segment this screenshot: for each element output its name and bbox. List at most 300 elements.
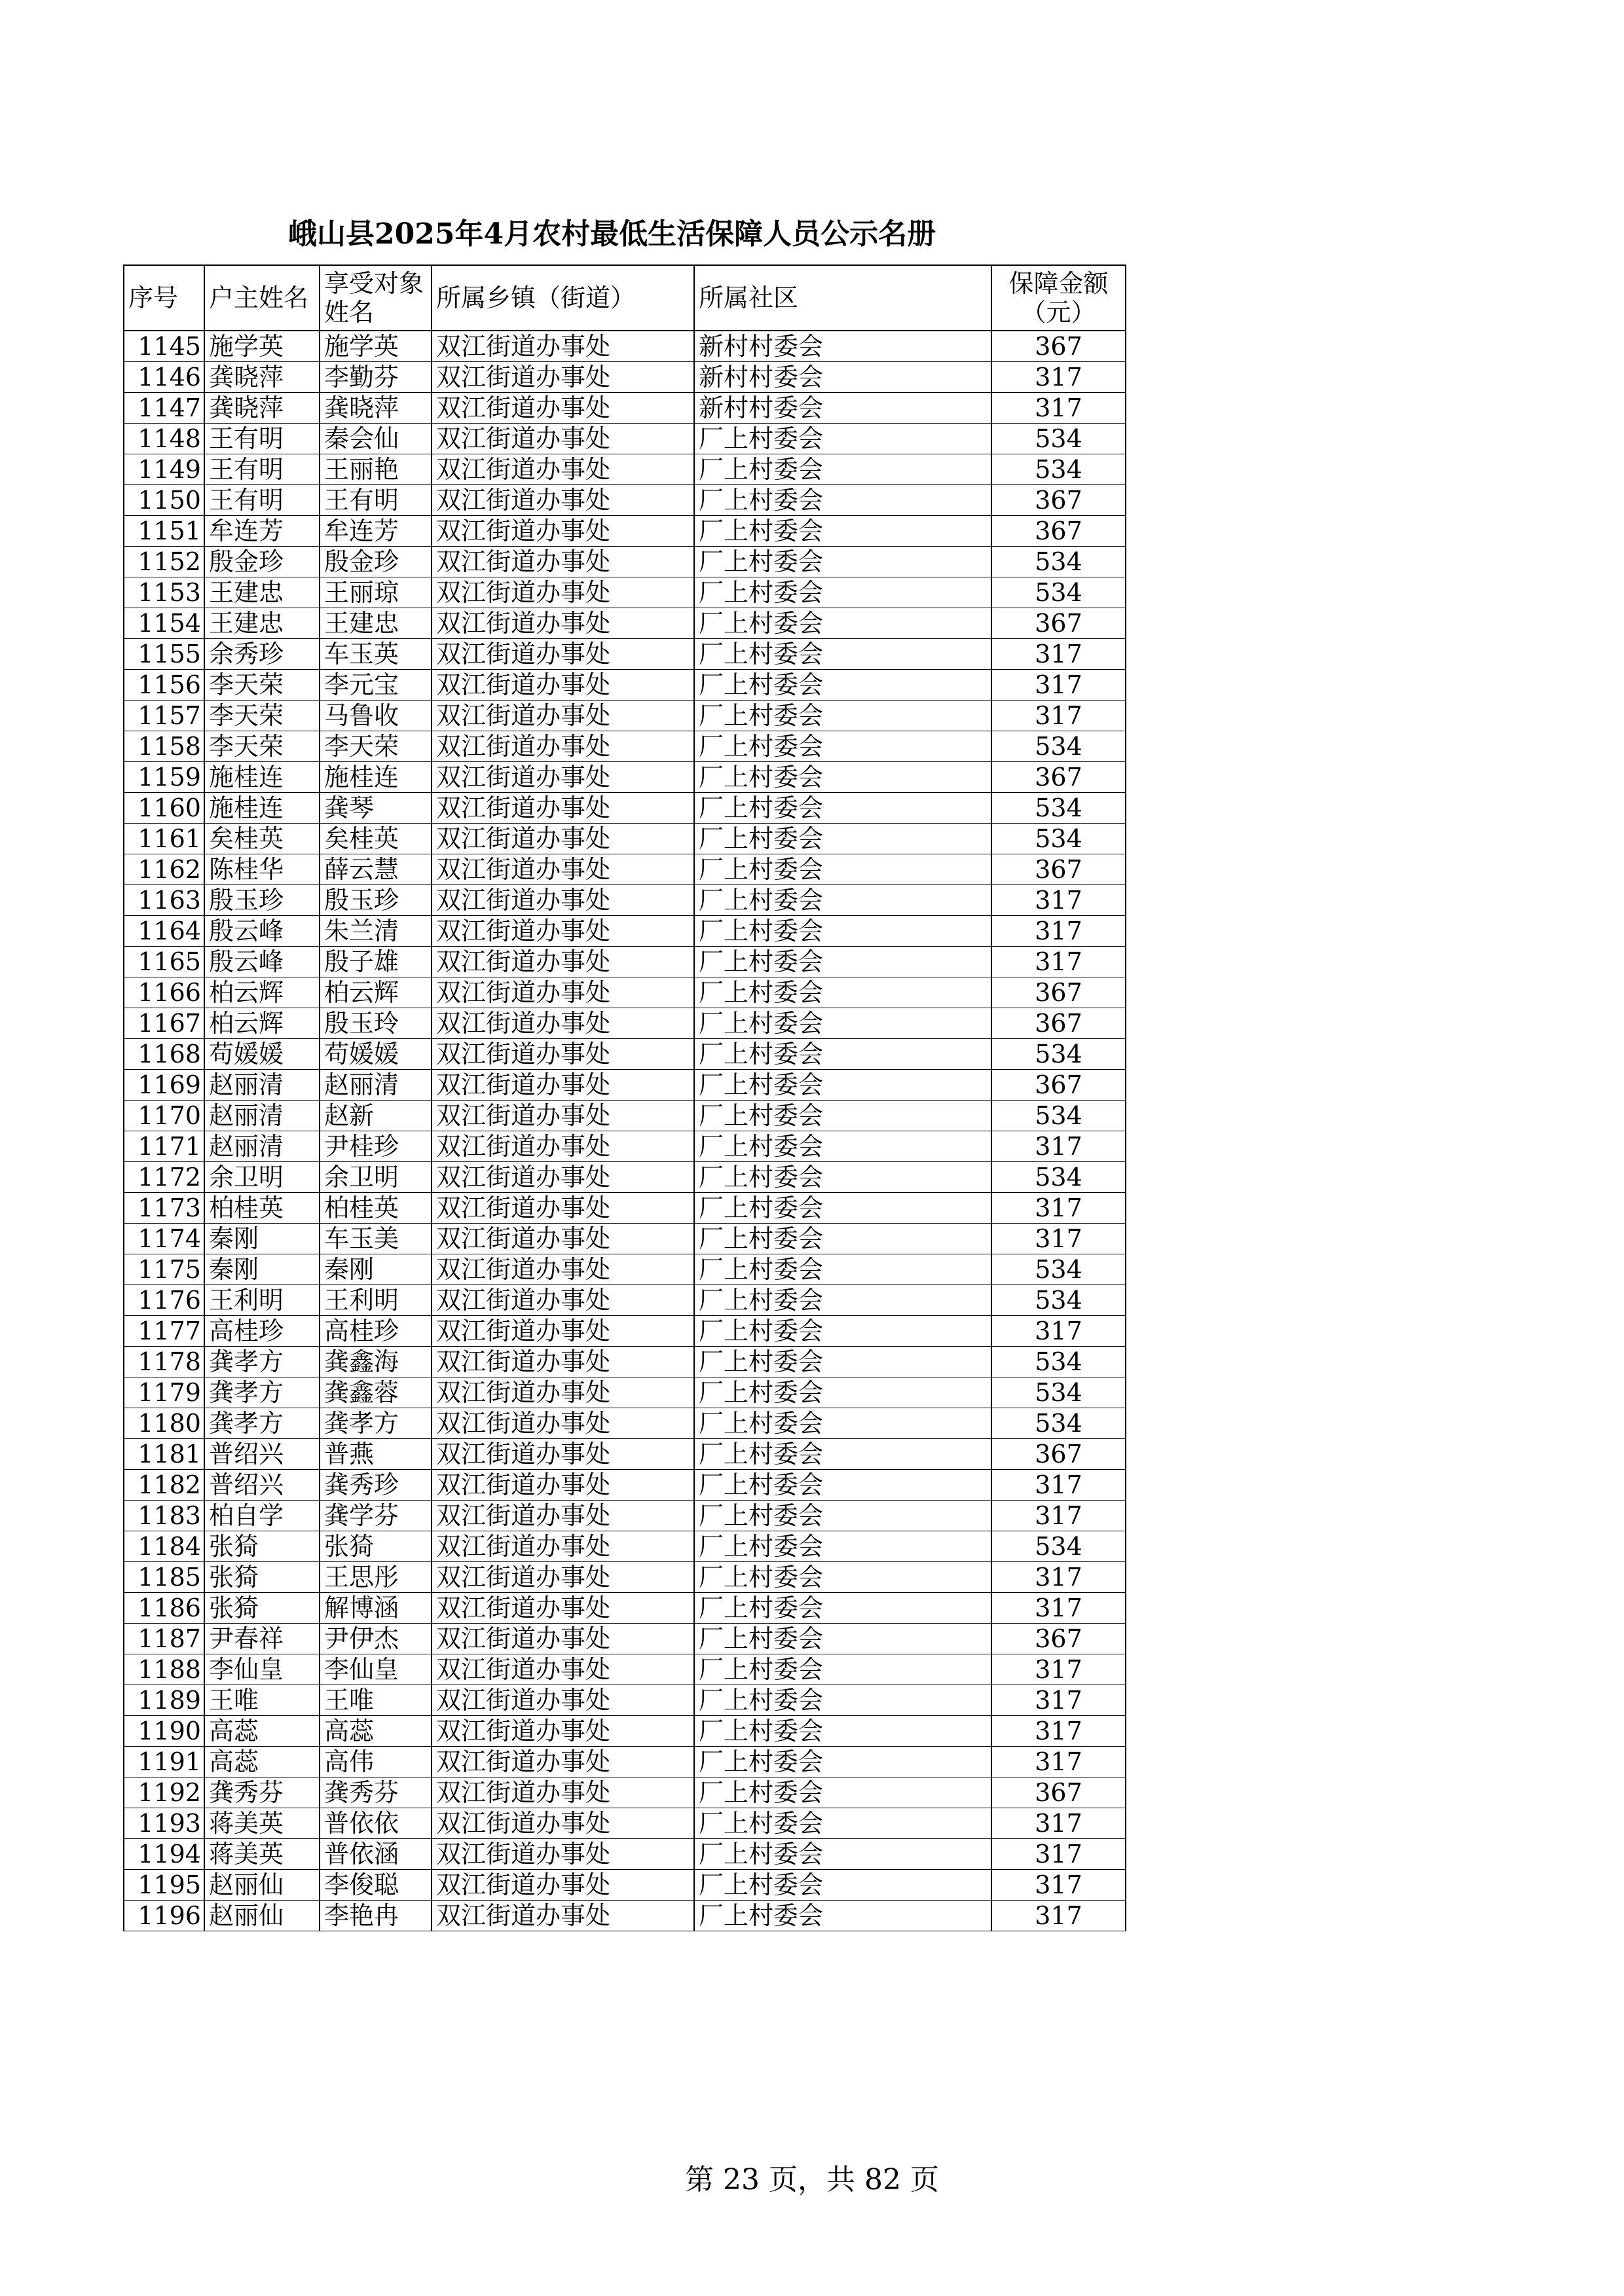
head-name-cell: 高蕊 [204, 1716, 320, 1747]
town-cell: 双江街道办事处 [432, 1408, 694, 1439]
beneficiary-name-cell: 龚学芬 [320, 1501, 432, 1531]
head-name-cell: 龚秀芬 [204, 1777, 320, 1808]
town-cell: 双江街道办事处 [432, 1008, 694, 1039]
head-name-cell: 张猗 [204, 1562, 320, 1593]
table-row [124, 1839, 1126, 1870]
town-cell: 双江街道办事处 [432, 1039, 694, 1070]
town-cell: 双江街道办事处 [432, 1593, 694, 1624]
head-name-cell: 尹春祥 [204, 1624, 320, 1654]
table-row [124, 1254, 1126, 1285]
beneficiary-name-cell: 王建忠 [320, 608, 432, 639]
amount-cell: 534 [991, 1347, 1126, 1377]
community-cell: 厂上村委会 [694, 977, 991, 1008]
table-row [124, 670, 1126, 701]
head-name-cell: 王利明 [204, 1285, 320, 1316]
community-cell: 厂上村委会 [694, 1470, 991, 1501]
seq-cell: 1169 [124, 1070, 204, 1101]
community-cell: 厂上村委会 [694, 1808, 991, 1839]
community-cell: 新村村委会 [694, 331, 991, 362]
community-cell: 厂上村委会 [694, 670, 991, 701]
head-name-cell: 张猗 [204, 1531, 320, 1562]
head-name-cell: 矣桂英 [204, 824, 320, 854]
head-name-cell: 余卫明 [204, 1162, 320, 1193]
amount-cell: 317 [991, 362, 1126, 393]
seq-cell: 1166 [124, 977, 204, 1008]
head-name-cell: 龚晓萍 [204, 393, 320, 424]
header-beneficiary-name: 享受对象姓名 [320, 265, 432, 331]
seq-cell: 1179 [124, 1377, 204, 1408]
community-cell: 厂上村委会 [694, 793, 991, 824]
seq-cell: 1161 [124, 824, 204, 854]
beneficiary-name-cell: 尹桂珍 [320, 1131, 432, 1162]
amount-cell: 317 [991, 701, 1126, 731]
table-row [124, 424, 1126, 454]
head-name-cell: 牟连芳 [204, 516, 320, 547]
beneficiary-name-cell: 龚晓萍 [320, 393, 432, 424]
amount-cell: 317 [991, 393, 1126, 424]
town-cell: 双江街道办事处 [432, 1316, 694, 1347]
amount-cell: 317 [991, 1716, 1126, 1747]
town-cell: 双江街道办事处 [432, 1839, 694, 1870]
amount-cell: 317 [991, 639, 1126, 670]
head-name-cell: 殷云峰 [204, 947, 320, 977]
community-cell: 厂上村委会 [694, 608, 991, 639]
table-row [124, 1531, 1126, 1562]
page-footer: 第 23 页，共 82 页 [685, 2163, 939, 2196]
head-name-cell: 施桂连 [204, 762, 320, 793]
community-cell: 厂上村委会 [694, 516, 991, 547]
seq-cell: 1153 [124, 577, 204, 608]
beneficiary-name-cell: 李艳冉 [320, 1901, 432, 1931]
community-cell: 厂上村委会 [694, 1870, 991, 1901]
beneficiary-name-cell: 牟连芳 [320, 516, 432, 547]
table-row [124, 762, 1126, 793]
table-row [124, 1039, 1126, 1070]
table-row [124, 854, 1126, 885]
beneficiary-name-cell: 龚琴 [320, 793, 432, 824]
beneficiary-name-cell: 苟媛媛 [320, 1039, 432, 1070]
seq-cell: 1182 [124, 1470, 204, 1501]
seq-cell: 1174 [124, 1224, 204, 1254]
town-cell: 双江街道办事处 [432, 731, 694, 762]
table-row [124, 1808, 1126, 1839]
head-name-cell: 殷云峰 [204, 916, 320, 947]
head-name-cell: 李仙皇 [204, 1654, 320, 1685]
head-name-cell: 张猗 [204, 1593, 320, 1624]
community-cell: 厂上村委会 [694, 639, 991, 670]
seq-cell: 1190 [124, 1716, 204, 1747]
amount-cell: 317 [991, 1839, 1126, 1870]
page-title: 峨山县2025年4月农村最低生活保障人员公示名册 [288, 217, 936, 251]
beneficiary-name-cell: 马鲁收 [320, 701, 432, 731]
seq-cell: 1158 [124, 731, 204, 762]
town-cell: 双江街道办事处 [432, 1777, 694, 1808]
community-cell: 厂上村委会 [694, 1347, 991, 1377]
seq-cell: 1148 [124, 424, 204, 454]
amount-cell: 317 [991, 1747, 1126, 1777]
town-cell: 双江街道办事处 [432, 1654, 694, 1685]
beneficiary-name-cell: 张猗 [320, 1531, 432, 1562]
head-name-cell: 殷金珍 [204, 547, 320, 577]
community-cell: 厂上村委会 [694, 1408, 991, 1439]
table-row [124, 1901, 1126, 1931]
table-row [124, 1008, 1126, 1039]
beneficiary-name-cell: 余卫明 [320, 1162, 432, 1193]
seq-cell: 1145 [124, 331, 204, 362]
beneficiary-name-cell: 施桂连 [320, 762, 432, 793]
seq-cell: 1168 [124, 1039, 204, 1070]
head-name-cell: 龚孝方 [204, 1377, 320, 1408]
town-cell: 双江街道办事处 [432, 854, 694, 885]
town-cell: 双江街道办事处 [432, 1193, 694, 1224]
beneficiary-name-cell: 矣桂英 [320, 824, 432, 854]
table-header [124, 265, 1126, 331]
beneficiary-name-cell: 尹伊杰 [320, 1624, 432, 1654]
table-row [124, 1624, 1126, 1654]
seq-cell: 1164 [124, 916, 204, 947]
amount-cell: 317 [991, 885, 1126, 916]
head-name-cell: 柏云辉 [204, 977, 320, 1008]
seq-cell: 1172 [124, 1162, 204, 1193]
seq-cell: 1196 [124, 1901, 204, 1931]
table-row [124, 1501, 1126, 1531]
beneficiary-name-cell: 秦刚 [320, 1254, 432, 1285]
seq-cell: 1192 [124, 1777, 204, 1808]
head-name-cell: 赵丽仙 [204, 1901, 320, 1931]
head-name-cell: 赵丽仙 [204, 1870, 320, 1901]
beneficiary-name-cell: 王丽琼 [320, 577, 432, 608]
community-cell: 厂上村委会 [694, 1593, 991, 1624]
beneficiary-name-cell: 赵新 [320, 1101, 432, 1131]
head-name-cell: 高蕊 [204, 1747, 320, 1777]
town-cell: 双江街道办事处 [432, 362, 694, 393]
town-cell: 双江街道办事处 [432, 762, 694, 793]
seq-cell: 1151 [124, 516, 204, 547]
beneficiary-name-cell: 龚鑫蓉 [320, 1377, 432, 1408]
seq-cell: 1184 [124, 1531, 204, 1562]
amount-cell: 534 [991, 824, 1126, 854]
amount-cell: 534 [991, 731, 1126, 762]
community-cell: 厂上村委会 [694, 1008, 991, 1039]
amount-cell: 534 [991, 1285, 1126, 1316]
town-cell: 双江街道办事处 [432, 824, 694, 854]
table-body [124, 331, 1126, 1931]
town-cell: 双江街道办事处 [432, 1347, 694, 1377]
table-row [124, 331, 1126, 362]
table-row [124, 639, 1126, 670]
seq-cell: 1187 [124, 1624, 204, 1654]
amount-cell: 317 [991, 1901, 1126, 1931]
beneficiary-name-cell: 李天荣 [320, 731, 432, 762]
amount-cell: 534 [991, 424, 1126, 454]
beneficiary-name-cell: 龚秀珍 [320, 1470, 432, 1501]
amount-cell: 534 [991, 547, 1126, 577]
beneficiary-name-cell: 普燕 [320, 1439, 432, 1470]
beneficiary-name-cell: 解博涵 [320, 1593, 432, 1624]
community-cell: 厂上村委会 [694, 854, 991, 885]
amount-cell: 534 [991, 1254, 1126, 1285]
town-cell: 双江街道办事处 [432, 1131, 694, 1162]
seq-cell: 1175 [124, 1254, 204, 1285]
table-row [124, 1439, 1126, 1470]
community-cell: 厂上村委会 [694, 762, 991, 793]
town-cell: 双江街道办事处 [432, 793, 694, 824]
beneficiary-name-cell: 殷玉珍 [320, 885, 432, 916]
beneficiary-name-cell: 高伟 [320, 1747, 432, 1777]
seq-cell: 1149 [124, 454, 204, 485]
table-row [124, 1562, 1126, 1593]
head-name-cell: 秦刚 [204, 1224, 320, 1254]
head-name-cell: 王有明 [204, 424, 320, 454]
seq-cell: 1191 [124, 1747, 204, 1777]
community-cell: 厂上村委会 [694, 1685, 991, 1716]
amount-cell: 317 [991, 1808, 1126, 1839]
town-cell: 双江街道办事处 [432, 424, 694, 454]
head-name-cell: 陈桂华 [204, 854, 320, 885]
table-row [124, 916, 1126, 947]
beneficiary-name-cell: 殷子雄 [320, 947, 432, 977]
beneficiary-name-cell: 李俊聪 [320, 1870, 432, 1901]
town-cell: 双江街道办事处 [432, 1685, 694, 1716]
beneficiary-name-cell: 王丽艳 [320, 454, 432, 485]
table-row [124, 1162, 1126, 1193]
table-row [124, 1685, 1126, 1716]
community-cell: 厂上村委会 [694, 1101, 991, 1131]
community-cell: 厂上村委会 [694, 1839, 991, 1870]
community-cell: 厂上村委会 [694, 916, 991, 947]
community-cell: 新村村委会 [694, 362, 991, 393]
table-row [124, 1070, 1126, 1101]
seq-cell: 1159 [124, 762, 204, 793]
town-cell: 双江街道办事处 [432, 1562, 694, 1593]
header-row [124, 265, 1126, 331]
seq-cell: 1156 [124, 670, 204, 701]
seq-cell: 1188 [124, 1654, 204, 1685]
table-row [124, 547, 1126, 577]
town-cell: 双江街道办事处 [432, 485, 694, 516]
head-name-cell: 赵丽清 [204, 1131, 320, 1162]
head-name-cell: 王建忠 [204, 577, 320, 608]
table-row [124, 1747, 1126, 1777]
amount-cell: 317 [991, 1870, 1126, 1901]
community-cell: 厂上村委会 [694, 1624, 991, 1654]
seq-cell: 1155 [124, 639, 204, 670]
beneficiary-name-cell: 殷玉玲 [320, 1008, 432, 1039]
seq-cell: 1163 [124, 885, 204, 916]
head-name-cell: 龚孝方 [204, 1347, 320, 1377]
amount-cell: 317 [991, 1562, 1126, 1593]
amount-cell: 367 [991, 1070, 1126, 1101]
table-row [124, 608, 1126, 639]
beneficiary-name-cell: 李勤芬 [320, 362, 432, 393]
community-cell: 厂上村委会 [694, 1193, 991, 1224]
town-cell: 双江街道办事处 [432, 947, 694, 977]
amount-cell: 367 [991, 516, 1126, 547]
beneficiary-name-cell: 赵丽清 [320, 1070, 432, 1101]
community-cell: 厂上村委会 [694, 701, 991, 731]
table-row [124, 1224, 1126, 1254]
head-name-cell: 王唯 [204, 1685, 320, 1716]
table-row [124, 1470, 1126, 1501]
seq-cell: 1165 [124, 947, 204, 977]
amount-cell: 367 [991, 485, 1126, 516]
head-name-cell: 王建忠 [204, 608, 320, 639]
amount-cell: 534 [991, 577, 1126, 608]
amount-cell: 317 [991, 1224, 1126, 1254]
town-cell: 双江街道办事处 [432, 1501, 694, 1531]
head-name-cell: 高桂珍 [204, 1316, 320, 1347]
community-cell: 厂上村委会 [694, 547, 991, 577]
table-row [124, 1131, 1126, 1162]
community-cell: 厂上村委会 [694, 1224, 991, 1254]
beneficiary-name-cell: 薛云慧 [320, 854, 432, 885]
beneficiary-name-cell: 王有明 [320, 485, 432, 516]
table-row [124, 1101, 1126, 1131]
community-cell: 厂上村委会 [694, 1377, 991, 1408]
table-row [124, 393, 1126, 424]
amount-cell: 317 [991, 670, 1126, 701]
head-name-cell: 余秀珍 [204, 639, 320, 670]
community-cell: 厂上村委会 [694, 1777, 991, 1808]
beneficiary-name-cell: 车玉美 [320, 1224, 432, 1254]
head-name-cell: 苟媛媛 [204, 1039, 320, 1070]
head-name-cell: 施桂连 [204, 793, 320, 824]
seq-cell: 1150 [124, 485, 204, 516]
head-name-cell: 王有明 [204, 485, 320, 516]
community-cell: 厂上村委会 [694, 454, 991, 485]
header-head-name: 户主姓名 [204, 265, 320, 331]
town-cell: 双江街道办事处 [432, 393, 694, 424]
community-cell: 厂上村委会 [694, 1254, 991, 1285]
community-cell: 厂上村委会 [694, 1285, 991, 1316]
community-cell: 厂上村委会 [694, 1039, 991, 1070]
beneficiary-name-cell: 龚孝方 [320, 1408, 432, 1439]
town-cell: 双江街道办事处 [432, 1870, 694, 1901]
town-cell: 双江街道办事处 [432, 1470, 694, 1501]
amount-cell: 534 [991, 1162, 1126, 1193]
head-name-cell: 蒋美英 [204, 1839, 320, 1870]
table-row [124, 1654, 1126, 1685]
amount-cell: 534 [991, 1101, 1126, 1131]
town-cell: 双江街道办事处 [432, 331, 694, 362]
head-name-cell: 柏云辉 [204, 1008, 320, 1039]
head-name-cell: 李天荣 [204, 731, 320, 762]
town-cell: 双江街道办事处 [432, 1747, 694, 1777]
community-cell: 厂上村委会 [694, 1501, 991, 1531]
head-name-cell: 殷玉珍 [204, 885, 320, 916]
amount-cell: 317 [991, 916, 1126, 947]
seq-cell: 1195 [124, 1870, 204, 1901]
beneficiary-name-cell: 李仙皇 [320, 1654, 432, 1685]
head-name-cell: 普绍兴 [204, 1470, 320, 1501]
beneficiary-name-cell: 李元宝 [320, 670, 432, 701]
community-cell: 厂上村委会 [694, 1131, 991, 1162]
community-cell: 厂上村委会 [694, 1162, 991, 1193]
amount-cell: 317 [991, 947, 1126, 977]
town-cell: 双江街道办事处 [432, 577, 694, 608]
amount-cell: 367 [991, 1008, 1126, 1039]
table-row [124, 1377, 1126, 1408]
seq-cell: 1157 [124, 701, 204, 731]
town-cell: 双江街道办事处 [432, 1285, 694, 1316]
town-cell: 双江街道办事处 [432, 1901, 694, 1931]
head-name-cell: 施学英 [204, 331, 320, 362]
seq-cell: 1180 [124, 1408, 204, 1439]
amount-cell: 534 [991, 1408, 1126, 1439]
header-community: 所属社区 [694, 265, 991, 331]
seq-cell: 1146 [124, 362, 204, 393]
head-name-cell: 赵丽清 [204, 1070, 320, 1101]
table-row [124, 885, 1126, 916]
town-cell: 双江街道办事处 [432, 1716, 694, 1747]
amount-cell: 534 [991, 1377, 1126, 1408]
amount-cell: 317 [991, 1193, 1126, 1224]
roster-table [123, 264, 1126, 1931]
community-cell: 厂上村委会 [694, 885, 991, 916]
beneficiary-name-cell: 高桂珍 [320, 1316, 432, 1347]
seq-cell: 1170 [124, 1101, 204, 1131]
town-cell: 双江街道办事处 [432, 1624, 694, 1654]
table-row [124, 1408, 1126, 1439]
table-row [124, 1193, 1126, 1224]
table-row [124, 1870, 1126, 1901]
amount-cell: 317 [991, 1131, 1126, 1162]
table-row [124, 824, 1126, 854]
header-seq: 序号 [124, 265, 204, 331]
amount-cell: 317 [991, 1316, 1126, 1347]
town-cell: 双江街道办事处 [432, 1224, 694, 1254]
beneficiary-name-cell: 王思彤 [320, 1562, 432, 1593]
beneficiary-name-cell: 柏桂英 [320, 1193, 432, 1224]
head-name-cell: 王有明 [204, 454, 320, 485]
seq-cell: 1154 [124, 608, 204, 639]
seq-cell: 1162 [124, 854, 204, 885]
seq-cell: 1176 [124, 1285, 204, 1316]
community-cell: 厂上村委会 [694, 577, 991, 608]
town-cell: 双江街道办事处 [432, 1808, 694, 1839]
community-cell: 厂上村委会 [694, 1716, 991, 1747]
seq-cell: 1167 [124, 1008, 204, 1039]
town-cell: 双江街道办事处 [432, 1439, 694, 1470]
seq-cell: 1193 [124, 1808, 204, 1839]
table-row [124, 362, 1126, 393]
community-cell: 新村村委会 [694, 393, 991, 424]
beneficiary-name-cell: 殷金珍 [320, 547, 432, 577]
head-name-cell: 龚孝方 [204, 1408, 320, 1439]
community-cell: 厂上村委会 [694, 731, 991, 762]
header-amount: 保障金额（元） [991, 265, 1126, 331]
seq-cell: 1173 [124, 1193, 204, 1224]
amount-cell: 317 [991, 1470, 1126, 1501]
table-row [124, 454, 1126, 485]
head-name-cell: 柏桂英 [204, 1193, 320, 1224]
community-cell: 厂上村委会 [694, 1070, 991, 1101]
community-cell: 厂上村委会 [694, 1654, 991, 1685]
town-cell: 双江街道办事处 [432, 1531, 694, 1562]
amount-cell: 317 [991, 1685, 1126, 1716]
seq-cell: 1189 [124, 1685, 204, 1716]
table-row [124, 977, 1126, 1008]
amount-cell: 534 [991, 1531, 1126, 1562]
table-row [124, 1777, 1126, 1808]
town-cell: 双江街道办事处 [432, 516, 694, 547]
beneficiary-name-cell: 施学英 [320, 331, 432, 362]
amount-cell: 317 [991, 1593, 1126, 1624]
beneficiary-name-cell: 车玉英 [320, 639, 432, 670]
town-cell: 双江街道办事处 [432, 454, 694, 485]
table-row [124, 1316, 1126, 1347]
community-cell: 厂上村委会 [694, 824, 991, 854]
